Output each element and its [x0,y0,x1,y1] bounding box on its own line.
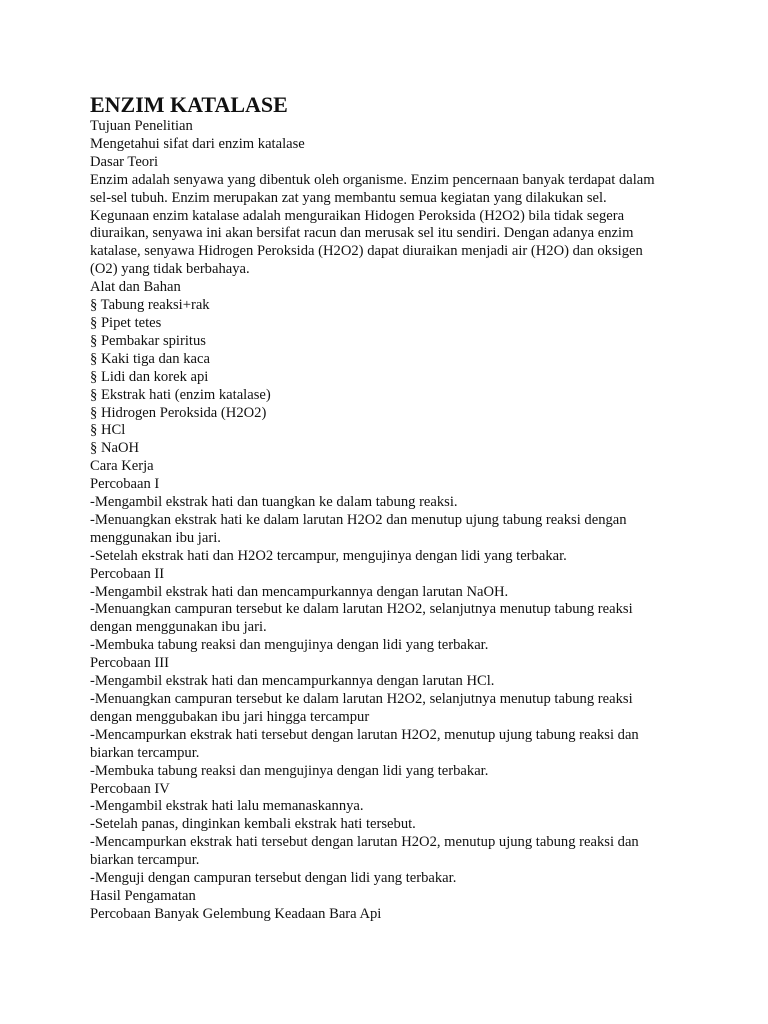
text-line: -Menuangkan campuran tersebut ke dalam larutan H2O2, selanjutnya menutup tabung reaksi [90,691,633,707]
text-line: -Membuka tabung reaksi dan mengujinya dengan lidi yang terbakar. [90,762,489,779]
text-line: § Kaki tiga dan kaca [90,350,210,367]
text-line: katalase, senyawa Hidrogen Peroksida (H2O2) dapat diuraikan menjadi air (H2O) dan oksigen [90,243,643,260]
text-line: -Mengambil ekstrak hati dan tuangkan ke dalam tabung reaksi. [90,494,458,511]
text-line: -Menguji dengan campuran tersebut dengan lidi yang terbakar. [90,870,457,887]
text-line: § Hidrogen Peroksida (H2O2) [90,404,267,421]
text-line: § Lidi dan korek api [90,368,209,385]
text-line: Percobaan Banyak Gelembung Keadaan Bara Api [90,905,382,922]
document-title: ENZIM KATALASE [90,92,288,117]
text-line: dengan menggunakan ibu jari. [90,619,267,636]
text-line: Percobaan III [90,655,170,672]
text-line: Kegunaan enzim katalase adalah menguraikan Hidogen Peroksida (H2O2) bila tidak segera [90,207,625,224]
text-line: menggunakan ibu jari. [90,529,221,546]
text-line: biarkan tercampur. [90,852,200,869]
text-line: Mengetahui sifat dari enzim katalase [90,135,305,152]
text-line: Percobaan I [90,476,160,493]
text-line: -Setelah panas, dinginkan kembali ekstrak hati tersebut. [90,816,416,833]
text-line: Enzim adalah senyawa yang dibentuk oleh organisme. Enzim pencernaan banyak terdapat dalam [90,171,655,188]
text-line: dengan menggubakan ibu jari hingga tercampur [90,708,370,725]
text-line: -Menuangkan ekstrak hati ke dalam larutan H2O2 dan menutup ujung tabung reaksi dengan [90,511,627,528]
text-line: Dasar Teori [90,153,159,170]
text-line: § Pipet tetes [90,314,162,331]
text-line: -Setelah ekstrak hati dan H2O2 tercampur, mengujinya dengan lidi yang terbakar. [90,547,567,564]
document-page [90,92,690,924]
text-line: -Mengambil ekstrak hati lalu memanaskannya. [90,798,364,815]
text-line: § Tabung reaksi+rak [90,297,210,314]
text-line: -Mencampurkan ekstrak hati tersebut dengan larutan H2O2, menutup ujung tabung reaksi dan [90,726,639,743]
text-line: Alat dan Bahan [90,279,181,296]
text-line: § NaOH [90,440,140,457]
text-line: -Mencampurkan ekstrak hati tersebut dengan larutan H2O2, menutup ujung tabung reaksi dan [90,834,639,851]
text-line: -Mengambil ekstrak hati dan mencampurkannya dengan larutan NaOH. [90,583,509,600]
text-line: biarkan tercampur. [90,744,200,761]
text-line: -Mengambil ekstrak hati dan mencampurkannya dengan larutan HCl. [90,673,495,690]
document-body [90,118,690,924]
text-line: Hasil Pengamatan [90,887,196,904]
text-line: sel-sel tubuh. Enzim merupakan zat yang membantu semua kegiatan yang dilakukan sel. [90,189,607,206]
text-line: Cara Kerja [90,458,154,475]
text-line: § Pembakar spiritus [90,332,206,349]
text-line: -Membuka tabung reaksi dan mengujinya dengan lidi yang terbakar. [90,637,489,654]
text-line: Percobaan II [90,565,165,582]
text-line: Tujuan Penelitian [90,118,193,134]
text-line: Percobaan IV [90,780,170,797]
text-line: § Ekstrak hati (enzim katalase) [90,386,271,403]
text-line: diuraikan, senyawa ini akan bersifat racun dan merusak sel itu sendiri. Dengan adanya enzim [90,225,634,242]
text-line: -Menuangkan campuran tersebut ke dalam larutan H2O2, selanjutnya menutup tabung reaksi [90,601,633,618]
text-line: § HCl [90,422,126,439]
text-line: (O2) yang tidak berbahaya. [90,261,250,278]
